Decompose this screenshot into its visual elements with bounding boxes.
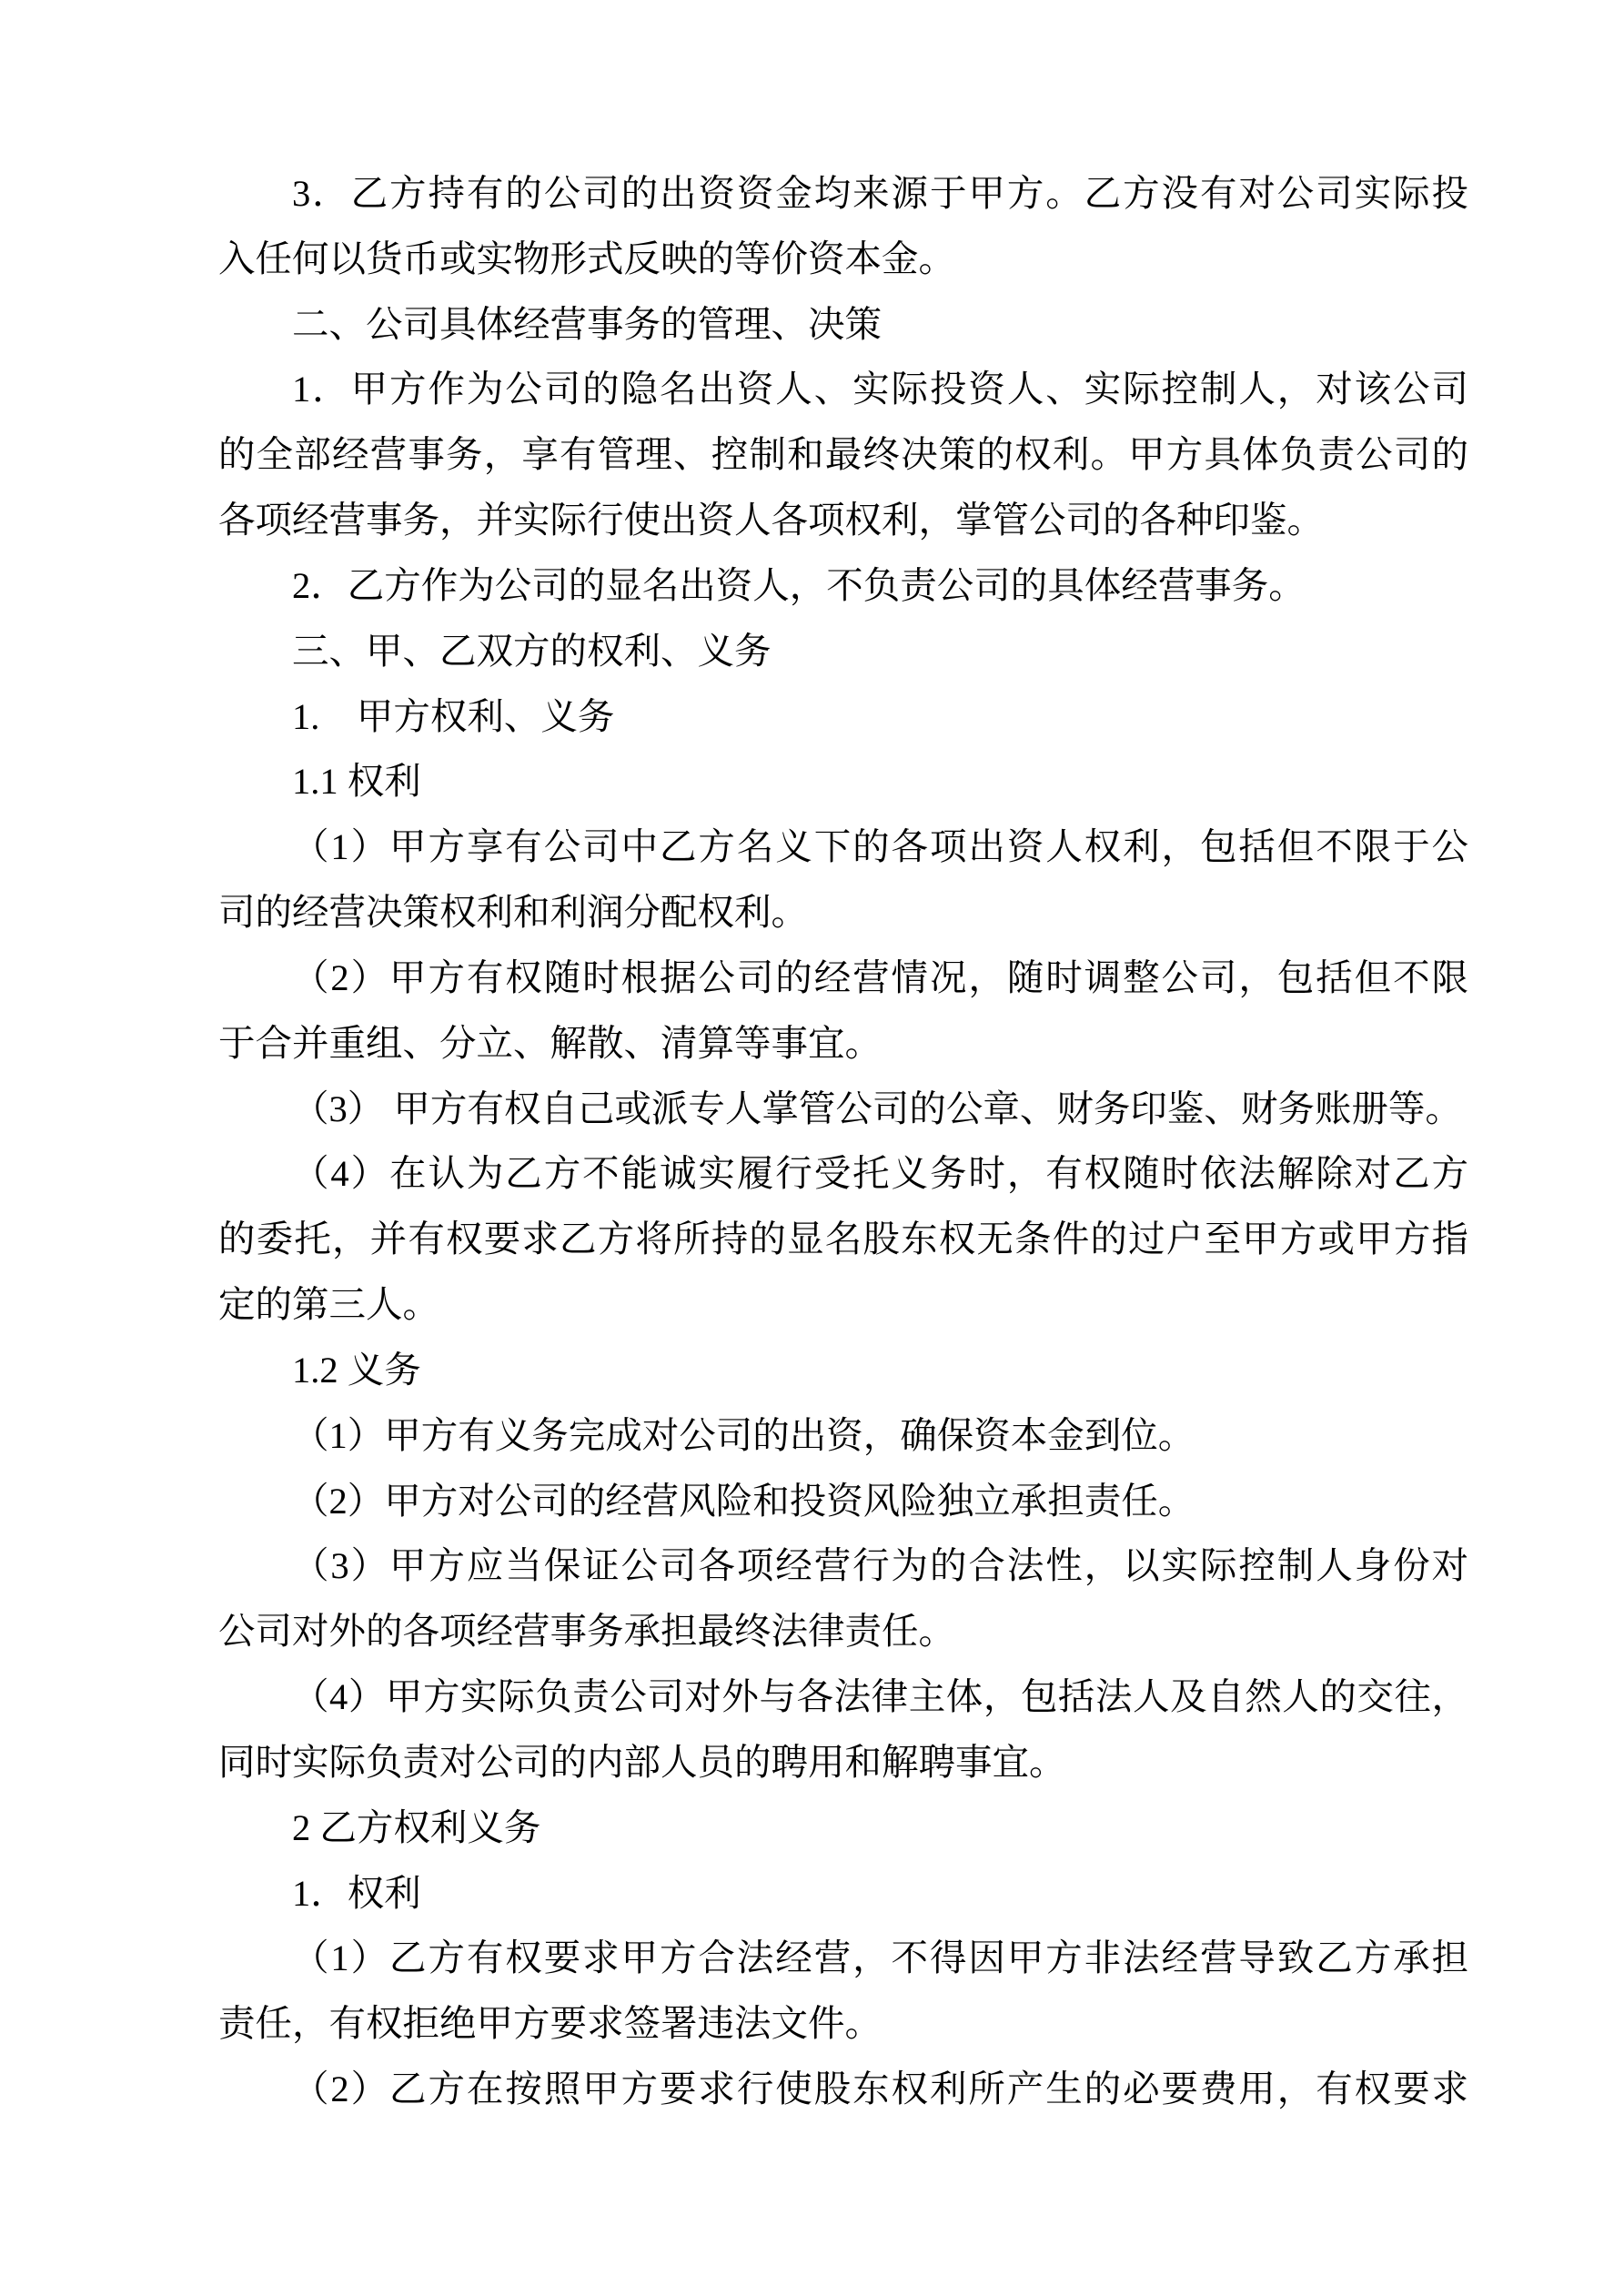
text-line: 3．乙方持有的公司的出资资金均来源于甲方。乙方没有对公司实际投 xyxy=(292,173,1468,214)
text-line: （4）在认为乙方不能诚实履行受托义务时，有权随时依法解除对乙方 xyxy=(292,1153,1468,1195)
text-line: 1．权利 xyxy=(292,1872,421,1914)
text-line: （1）乙方有权要求甲方合法经营，不得因甲方非法经营导致乙方承担 xyxy=(292,1937,1468,1979)
text-line: 公司对外的各项经营事务承担最终法律责任。 xyxy=(218,1611,955,1653)
text-line: （3）甲方应当保证公司各项经营行为的合法性，以实际控制人身份对 xyxy=(292,1545,1468,1587)
contract-text-block xyxy=(218,161,1468,2122)
text-line: 1．甲方作为公司的隐名出资人、实际投资人、实际控制人，对该公司 xyxy=(292,369,1468,410)
text-line: （2）甲方对公司的经营风险和投资风险独立承担责任。 xyxy=(292,1480,1195,1522)
text-line: 的委托，并有权要求乙方将所持的显名股东权无条件的过户至甲方或甲方指 xyxy=(218,1219,1468,1260)
text-line: 三、甲、乙双方的权利、义务 xyxy=(292,630,772,672)
text-line: 责任，有权拒绝甲方要求签署违法文件。 xyxy=(218,2003,882,2045)
text-line: （1）甲方有义务完成对公司的出资，确保资本金到位。 xyxy=(292,1414,1195,1456)
text-line: （2）甲方有权随时根据公司的经营情况，随时调整公司，包括但不限 xyxy=(292,956,1468,998)
text-line: （2）乙方在按照甲方要求行使股东权利所产生的必要费用，有权要求 xyxy=(292,2068,1468,2110)
text-line: 定的第三人。 xyxy=(218,1284,439,1326)
text-line: 1. 甲方权利、义务 xyxy=(292,695,615,737)
text-line: 司的经营决策权利和利润分配权利。 xyxy=(218,892,808,934)
text-line: （3） 甲方有权自己或派专人掌管公司的公章、财务印鉴、财务账册等。 xyxy=(292,1087,1462,1129)
text-line: 的全部经营事务，享有管理、控制和最终决策的权利。甲方具体负责公司的 xyxy=(218,434,1468,476)
text-line: 1.1 权利 xyxy=(292,761,421,803)
text-line: （1）甲方享有公司中乙方名义下的各项出资人权利，包括但不限于公 xyxy=(292,826,1468,868)
text-line: 于合并重组、分立、解散、清算等事宜。 xyxy=(218,1022,882,1064)
text-line: （4）甲方实际负责公司对外与各法律主体，包括法人及自然人的交往， xyxy=(292,1676,1468,1718)
text-line: 1.2 义务 xyxy=(292,1349,421,1391)
text-line: 入任何以货币或实物形式反映的等价资本金。 xyxy=(218,238,955,279)
text-line: 2．乙方作为公司的显名出资人，不负责公司的具体经营事务。 xyxy=(292,564,1306,606)
text-line: 2 乙方权利义务 xyxy=(292,1806,541,1848)
text-line: 二、公司具体经营事务的管理、决策 xyxy=(292,303,882,345)
text-line: 同时实际负责对公司的内部人员的聘用和解聘事宜。 xyxy=(218,1741,1066,1783)
text-line: 各项经营事务，并实际行使出资人各项权利，掌管公司的各种印鉴。 xyxy=(218,500,1324,541)
